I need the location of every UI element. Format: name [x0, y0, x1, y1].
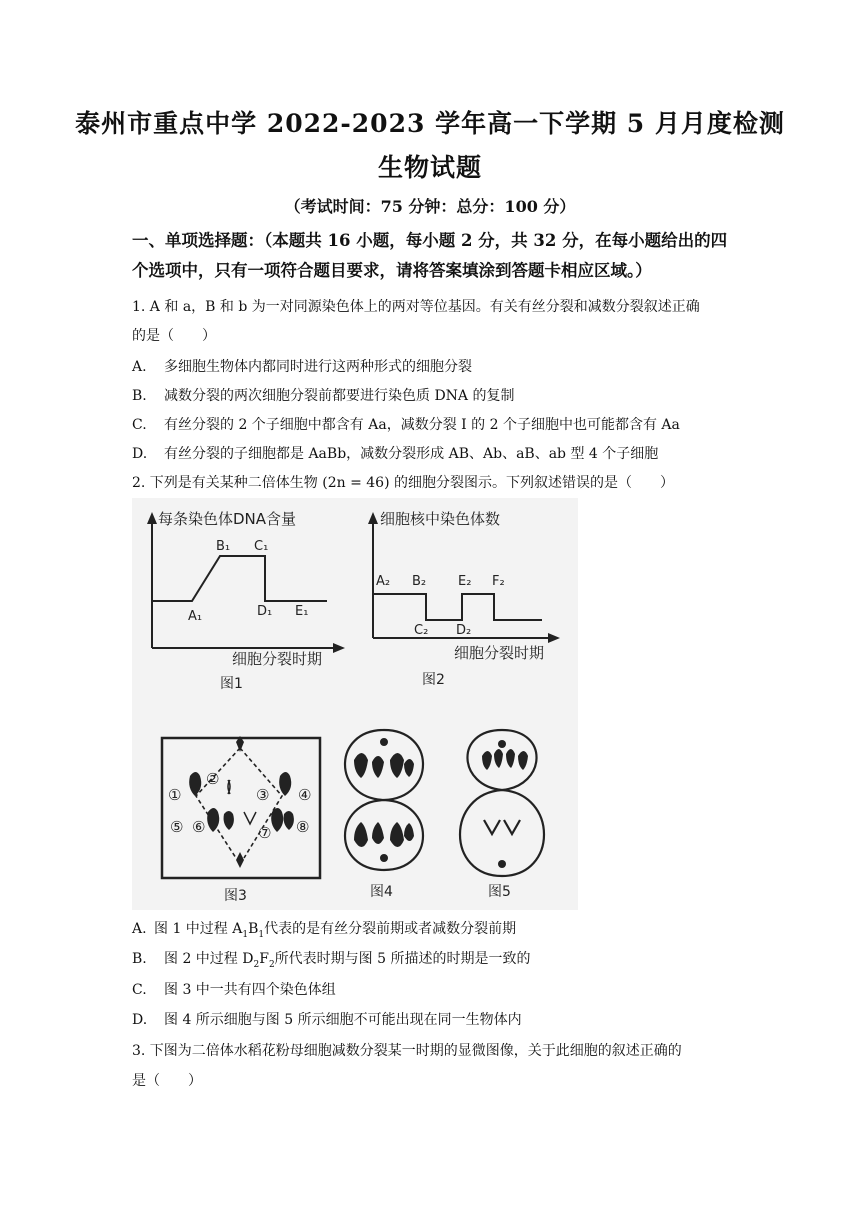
option-text-post: 所代表时期与图 5 所描述的时期是一致的 [274, 951, 531, 967]
figure-1 [147, 510, 345, 692]
fig1-caption: 图1 [220, 676, 243, 692]
exam-subtitle: 生物试题 [377, 153, 482, 182]
option-text-post: 代表的是有丝分裂前期或者减数分裂前期 [264, 921, 517, 937]
q2-option-c [132, 979, 336, 999]
q2-figure [132, 498, 578, 910]
fig2-point-c: C₂ [414, 623, 429, 638]
fig3-num-1: ① [168, 786, 182, 804]
q1-option-a [132, 356, 472, 376]
option-text-pre: 图 2 中过程 D [164, 951, 254, 967]
fig2-point-e: E₂ [458, 574, 472, 589]
option-label: A. [132, 359, 147, 375]
option-label: C. [132, 982, 147, 998]
option-label: A. [132, 921, 147, 937]
fig1-point-e: E₁ [295, 604, 309, 619]
q1-option-b [132, 385, 514, 405]
fig2-point-f: F₂ [492, 574, 505, 589]
subscript: 2 [268, 959, 275, 970]
q1-stem-line2: 的是（ ） [132, 328, 216, 344]
fig3-num-6: ⑥ [192, 818, 206, 836]
subscript: 1 [258, 929, 265, 940]
fig1-point-d: D₁ [257, 604, 273, 619]
option-text: 有丝分裂的子细胞都是 AaBb，减数分裂形成 AB、Ab、aB、ab 型 4 个子细胞 [164, 446, 659, 462]
fig3-num-5: ⑤ [170, 818, 184, 836]
fig3-num-4: ④ [298, 786, 312, 804]
fig2-xlabel: 细胞分裂时期 [454, 644, 545, 662]
q3-stem-line1: 3. 下图为二倍体水稻花粉母细胞减数分裂某一时期的显微图像，关于此细胞的叙述正确的 [132, 1043, 682, 1059]
option-text: 有丝分裂的 2 个子细胞中都含有 Aa，减数分裂 I 的 2 个子细胞中也可能都含有 Aa [164, 417, 680, 433]
q2-option-b [132, 948, 530, 970]
option-text-mid: B [248, 921, 259, 937]
q1-option-c [132, 414, 680, 434]
fig3-num-3: ③ [256, 786, 270, 804]
option-label: C. [132, 417, 147, 433]
option-label: D. [132, 1012, 148, 1028]
fig4-caption: 图4 [370, 884, 393, 900]
option-label: D. [132, 446, 148, 462]
figure-5 [460, 730, 544, 900]
exam-title: 泰州市重点中学 2022-2023 学年高一下学期 5 月月度检测 [75, 109, 785, 138]
subscript: 1 [242, 929, 249, 940]
option-text: 多细胞生物体内都同时进行这两种形式的细胞分裂 [164, 359, 472, 375]
exam-info: （考试时间：75 分钟：总分：100 分） [284, 197, 576, 216]
q2-option-a [132, 918, 516, 940]
option-text-pre: 图 1 中过程 A [154, 921, 243, 937]
fig1-ylabel: 每条染色体DNA含量 [158, 510, 297, 528]
fig3-num-2: ② [206, 770, 220, 788]
fig3-num-7: ⑦ [258, 824, 272, 842]
option-label: B. [132, 388, 147, 404]
fig2-point-b: B₂ [412, 574, 427, 589]
fig5-caption: 图5 [488, 884, 511, 900]
q1-stem-line1: 1. A 和 a，B 和 b 为一对同源染色体上的两对等位基因。有关有丝分裂和减数分裂叙述正确 [132, 299, 700, 315]
q3-stem-line2: 是（ ） [132, 1073, 202, 1089]
option-text: 图 3 中一共有四个染色体组 [164, 982, 336, 998]
option-text: 减数分裂的两次细胞分裂前都要进行染色质 DNA 的复制 [164, 388, 515, 404]
fig1-point-c: C₁ [254, 539, 269, 554]
fig2-ylabel: 细胞核中染色体数 [380, 510, 501, 528]
fig1-xlabel: 细胞分裂时期 [232, 650, 323, 668]
q2-option-d [132, 1009, 522, 1029]
fig3-num-8: ⑧ [296, 818, 310, 836]
option-label: B. [132, 951, 147, 967]
subscript: 2 [253, 959, 260, 970]
fig2-caption: 图2 [422, 672, 445, 688]
section-heading: 一、单项选择题：（本题共 16 小题，每小题 2 分，共 32 分，在每小题给出的四个选项中，只有一项符合题目要求，请将答案填涂到答题卡相应区域。） [132, 231, 728, 280]
figure-3 [162, 736, 320, 904]
option-text-mid: F [259, 951, 269, 967]
fig1-point-b: B₁ [216, 539, 231, 554]
q1-option-d [132, 443, 658, 463]
q2-stem: 2. 下列是有关某种二倍体生物 (2n = 46) 的细胞分裂图示。下列叙述错误的是（ ） [132, 475, 674, 491]
fig2-point-d: D₂ [456, 623, 472, 638]
figure-2 [368, 510, 560, 688]
fig2-point-a: A₂ [376, 574, 391, 589]
fig1-point-a: A₁ [188, 609, 203, 624]
option-text: 图 4 所示细胞与图 5 所示细胞不可能出现在同一生物体内 [164, 1012, 522, 1028]
fig3-caption: 图3 [224, 888, 247, 904]
figure-4 [345, 730, 423, 900]
